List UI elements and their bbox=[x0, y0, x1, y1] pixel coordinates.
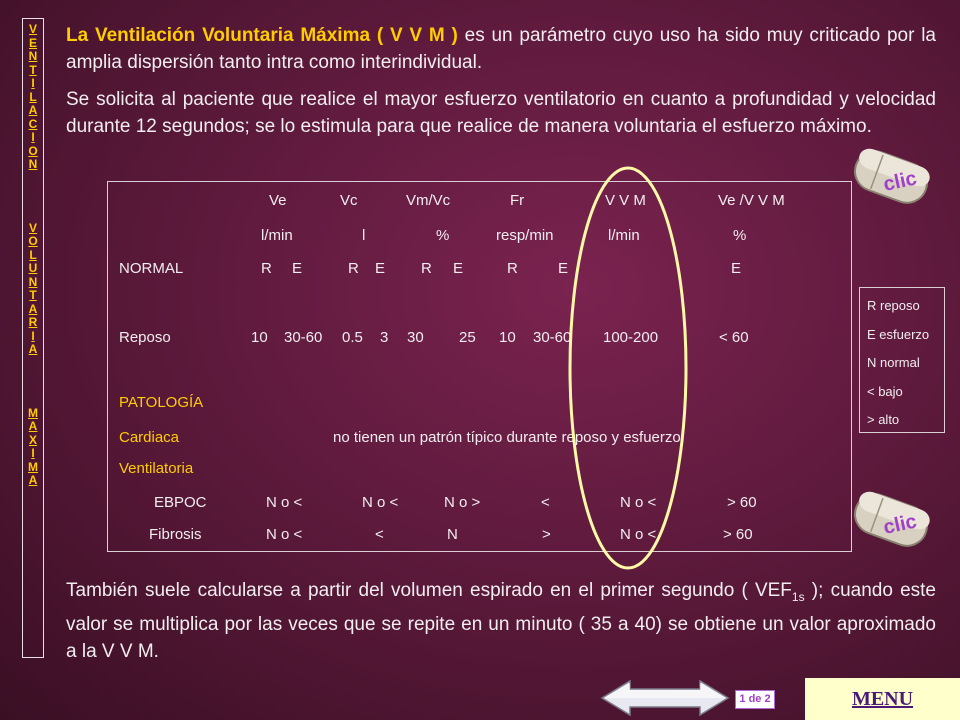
side-title-letter: M bbox=[28, 459, 38, 474]
unit-ve: l/min bbox=[261, 227, 293, 244]
side-title-letter: R bbox=[28, 315, 38, 329]
unit-vmvc: % bbox=[436, 227, 450, 244]
fibrosis-value: < bbox=[375, 526, 384, 543]
side-title-letter: L bbox=[29, 247, 37, 262]
vef-subscript: 1s bbox=[791, 589, 805, 604]
abbreviation-legend bbox=[859, 287, 945, 433]
clic-label: clic bbox=[881, 510, 919, 539]
side-title-letter: N bbox=[28, 49, 38, 63]
ebpoc-value: N o < bbox=[362, 494, 399, 511]
unit-fr: resp/min bbox=[496, 227, 554, 244]
prev-next-arrow-icon[interactable] bbox=[600, 678, 730, 718]
side-title-letter: X bbox=[28, 432, 37, 447]
fibrosis-value: N bbox=[447, 526, 458, 543]
clic-label: clic bbox=[881, 167, 919, 196]
side-title-letter: I bbox=[31, 130, 35, 144]
header-vvm: V V M bbox=[605, 192, 646, 209]
side-title-letter: I bbox=[31, 446, 35, 460]
header-fr: Fr bbox=[510, 192, 525, 209]
legend-item: N normal bbox=[867, 355, 920, 370]
unit-ve-vvm: % bbox=[733, 227, 747, 244]
clic-button-top[interactable] bbox=[846, 145, 936, 210]
side-title-letter: I bbox=[31, 76, 35, 90]
cardiaca-text: no tienen un patrón típico durante reposo y esfuerzo bbox=[333, 429, 681, 446]
side-title-letter: N bbox=[28, 274, 38, 289]
unit-vc: l bbox=[362, 227, 366, 244]
side-title-letter: L bbox=[29, 89, 37, 104]
vvm-table bbox=[107, 181, 852, 552]
legend-item: R reposo bbox=[867, 298, 920, 313]
fibrosis-value: > bbox=[542, 526, 551, 543]
fibrosis-value: N o < bbox=[620, 526, 657, 543]
normal-e: E bbox=[558, 260, 569, 277]
side-vertical-title bbox=[22, 18, 44, 658]
legend-item: < bajo bbox=[867, 383, 903, 399]
normal-r: R bbox=[421, 260, 432, 277]
side-title-letter: C bbox=[28, 116, 38, 131]
reposo-ve-e: 30-60 bbox=[284, 329, 323, 346]
ebpoc-value: N o > bbox=[444, 494, 481, 511]
header-vmvc: Vm/Vc bbox=[406, 192, 451, 209]
side-title-letter: O bbox=[28, 234, 38, 248]
normal-e: E bbox=[731, 260, 742, 277]
vvm-highlight: La Ventilación Voluntaria Máxima ( V V M ) bbox=[66, 25, 458, 46]
side-title-letter: V bbox=[28, 220, 37, 235]
side-title-letter: A bbox=[28, 473, 38, 487]
normal-e: E bbox=[375, 260, 386, 277]
intro-rest: es un parámetro cuyo uso ha sido muy criticado por la amplia dispersión tanto intra como interindividual. bbox=[66, 25, 936, 73]
side-title-letter: U bbox=[28, 261, 38, 275]
side-title-letter: N bbox=[28, 157, 38, 171]
side-title-letter: V bbox=[28, 22, 37, 36]
fibrosis-value: N o < bbox=[266, 526, 303, 543]
row-ventilatoria-label: Ventilatoria bbox=[119, 460, 194, 477]
reposo-vm-r: 30 bbox=[407, 329, 424, 346]
side-title-letter: I bbox=[31, 328, 35, 343]
reposo-vm-e: 25 bbox=[459, 329, 476, 346]
side-title-letter: T bbox=[29, 288, 37, 302]
fibrosis-value: > 60 bbox=[723, 526, 753, 543]
side-title-letter: T bbox=[29, 62, 37, 77]
ebpoc-value: < bbox=[541, 494, 550, 511]
procedure-paragraph: Se solicita al paciente que realice el mayor esfuerzo ventilatorio en cuanto a profundidad y velocidad durante 12 segundos; se lo estimula para que realice de manera voluntaria el esfuerzo máximo. bbox=[66, 89, 936, 137]
intro-paragraph bbox=[66, 22, 936, 76]
normal-r: R bbox=[507, 260, 518, 277]
legend-item: E esfuerzo bbox=[867, 326, 930, 342]
legend-item: > alto bbox=[867, 412, 900, 427]
header-ve: Ve bbox=[269, 192, 287, 209]
reposo-fr-e: 30-60 bbox=[533, 329, 572, 346]
header-ve-vvm: Ve /V V M bbox=[718, 192, 785, 209]
vef-text-part2: ); cuando este valor se multiplica por las veces que se repite en un minuto ( 35 a 40) se obtiene un valor aproximado a la V V M. bbox=[66, 580, 936, 662]
unit-vvm: l/min bbox=[608, 227, 640, 244]
row-reposo-label: Reposo bbox=[119, 329, 171, 346]
side-title-letter: A bbox=[28, 342, 38, 356]
page-indicator: 1 de 2 bbox=[735, 690, 775, 709]
patologia-label: PATOLOGÍA bbox=[119, 394, 204, 411]
clic-button-bottom[interactable] bbox=[846, 488, 936, 553]
reposo-pct: < 60 bbox=[719, 329, 749, 346]
normal-e: E bbox=[292, 260, 303, 277]
vef-text-part1: También suele calcularse a partir del volumen espirado en el primer segundo ( VEF bbox=[66, 580, 792, 601]
menu-button[interactable]: MENU bbox=[805, 678, 960, 720]
side-title-letter: E bbox=[28, 35, 37, 50]
reposo-vc-r: 0.5 bbox=[342, 329, 363, 346]
side-title-letter: A bbox=[28, 419, 38, 433]
normal-e: E bbox=[453, 260, 464, 277]
side-title-letter: A bbox=[28, 301, 38, 316]
normal-r: R bbox=[348, 260, 359, 277]
normal-r: R bbox=[261, 260, 272, 277]
vef-paragraph bbox=[66, 577, 936, 665]
reposo-vvm: 100-200 bbox=[603, 329, 659, 346]
header-vc: Vc bbox=[340, 192, 358, 209]
ebpoc-value: > 60 bbox=[727, 494, 757, 511]
row-ebpoc-label: EBPOC bbox=[154, 494, 207, 511]
reposo-vc-e: 3 bbox=[380, 329, 389, 346]
ebpoc-value: N o < bbox=[620, 494, 657, 511]
side-title-letter: M bbox=[28, 405, 38, 420]
reposo-ve-r: 10 bbox=[251, 329, 268, 346]
row-cardiaca-label: Cardiaca bbox=[119, 429, 180, 446]
row-normal-label: NORMAL bbox=[119, 260, 184, 277]
reposo-fr-r: 10 bbox=[499, 329, 516, 346]
side-title-letter: A bbox=[28, 103, 38, 117]
row-fibrosis-label: Fibrosis bbox=[149, 526, 202, 543]
side-title-letter: O bbox=[28, 143, 38, 158]
ebpoc-value: N o < bbox=[266, 494, 303, 511]
